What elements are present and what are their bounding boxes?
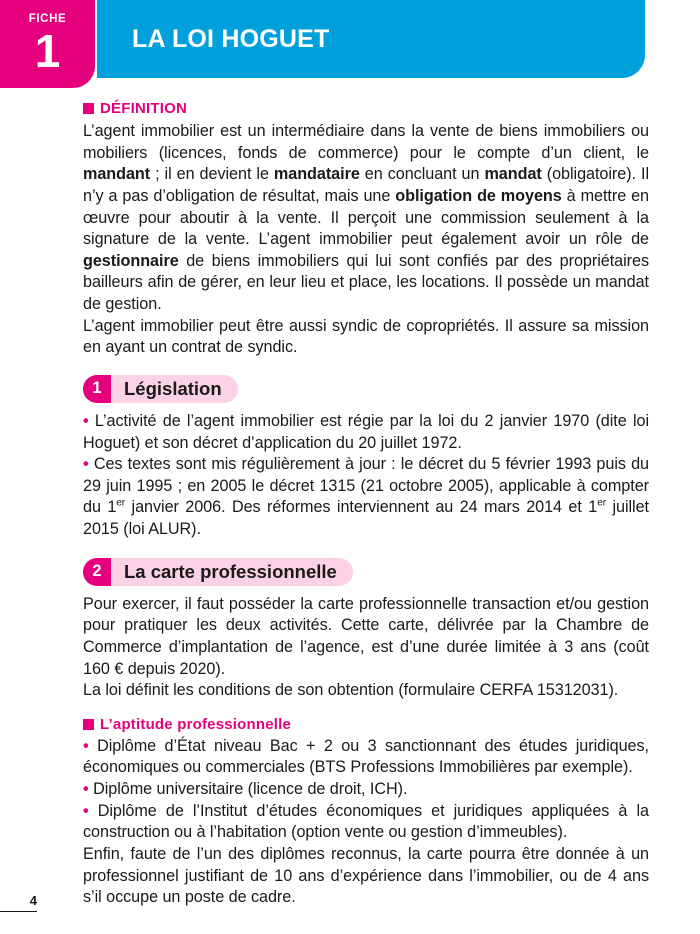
def-p1-t2: ; il en devient le [150,165,274,184]
def-p1-t1: L’agent immobilier est un intermédiaire dans la vente de biens immobiliers ou mobiliers (licences, fonds de commerce) pour le compte d’un client, le [83,122,649,162]
aptitude-bullet-2-text: Diplôme universitaire (licence de droit, ICH). [93,780,408,798]
section-2-paragraph-2: La loi définit les conditions de son obtention (formulaire CERFA 15312031). [83,681,619,700]
footer-divider [0,911,37,912]
bullet-icon: • [83,736,89,755]
page-footer [0,894,46,912]
aptitude-heading [83,716,649,733]
def-p1-b1: mandant [83,165,151,184]
page-title: LA LOI HOGUET [132,24,330,53]
aptitude-bullet-3-text: Diplôme de l’Institut d’études économiques et juridiques appliquées à la construction ou à l’habitation (option vente ou gestion d’immeubles). [83,801,649,842]
title-bar [97,0,645,78]
definition-heading-label: DÉFINITION [100,100,187,117]
aptitude-bullet-3 [83,801,649,844]
section-2-number: 2 [83,558,111,586]
section-heading-2 [83,558,353,586]
section-1-number: 1 [83,375,111,403]
aptitude-bullet-1-text: Diplôme d’État niveau Bac + 2 ou 3 sanctionnant des études juridiques, économiques ou commerciales (BTS Professions Immobilières par exemple). [83,736,649,777]
def-p1-t4: (obligatoire). Il n’y a pas d’obligation de résultat, mais une [83,165,650,205]
aptitude-closing-paragraph: Enfin, faute de l’un des diplômes reconnus, la carte pourra être donnée à un professionnel justifiant de 10 ans d’expérience dans l’immobilier, ou de 4 ans s’il occupe un poste de cadre. [83,844,649,907]
section-1-bullet-2-t2: janvier 2006. Des réformes interviennent au 24 mars 2014 et 1 [125,498,598,517]
aptitude-bullet-1 [83,736,649,779]
bullet-icon: • [83,411,89,430]
page-header [0,0,700,92]
fiche-tab [0,0,95,88]
def-p1-b5: gestionnaire [83,251,179,270]
section-1-bullet-1 [83,411,649,454]
section-1-bullet-2-t1: Ces textes sont mis régulièrement à jour : le décret du 5 février 1993 puis du 29 juin 1995 ; en 2005 le décret 1315 (21 octobre 2005), applicable à compter du 1 [83,455,650,517]
square-bullet-icon [83,103,94,114]
bullet-icon: • [83,801,89,820]
section-1-bullet-1-text: L’activité de l’agent immobilier est régie par la loi du 2 janvier 1970 (dite loi Hoguet) et son décret d’application du 20 juillet 1972. [83,411,649,452]
section-1-bullet-2-sup2: er [597,497,607,509]
section-1-bullet-2 [83,454,649,541]
bullet-icon: • [83,780,89,798]
def-p1-t6: de biens immobiliers qui lui sont confiés par des propriétaires bailleurs afin de gérer, en leur lieu et place, les locations. Il possède un mandat de gestion. [83,251,649,313]
section-2-title: La carte professionnelle [124,560,337,582]
def-p1-b3: mandat [484,165,542,184]
section-heading-1 [83,375,238,403]
aptitude-bullet-2 [83,779,649,801]
section-1-title: Législation [124,377,222,399]
bullet-icon: • [83,455,89,474]
aptitude-heading-label: L’aptitude professionnelle [100,715,292,733]
page-number: 4 [29,892,37,908]
fiche-number: 1 [34,24,61,77]
section-1-bullet-2-t3: juillet 2015 (loi ALUR). [83,498,649,538]
square-bullet-icon [83,719,94,730]
section-1-bullet-2-sup1: er [116,497,126,509]
definition-heading [83,100,649,117]
definition-paragraph-2: L’agent immobilier peut être aussi syndic de copropriétés. Il assure sa mission en ayant un contrat de syndic. [83,316,649,357]
def-p1-b2: mandataire [273,165,360,184]
page-content [83,100,649,909]
def-p1-b4: obligation de moyens [395,186,562,205]
def-p1-t5: à mettre en œuvre pour aboutir à la vente. Il perçoit une commission seulement à la signature de la vente. L’agent immobilier peut également avoir un rôle de [83,186,650,249]
def-p1-t3: en concluant un [359,165,485,184]
section-2-paragraph-1: Pour exercer, il faut posséder la carte professionnelle transaction et/ou gestion pour pratiquer les deux activités. Cette carte, délivrée par la Chambre de Commerce d’implantation de l’agence, est d’une durée limitée à 3 ans (coût 160 € depuis 2020). [83,594,649,678]
definition-paragraph-1 [83,121,649,316]
fiche-label: FICHE [28,13,67,25]
